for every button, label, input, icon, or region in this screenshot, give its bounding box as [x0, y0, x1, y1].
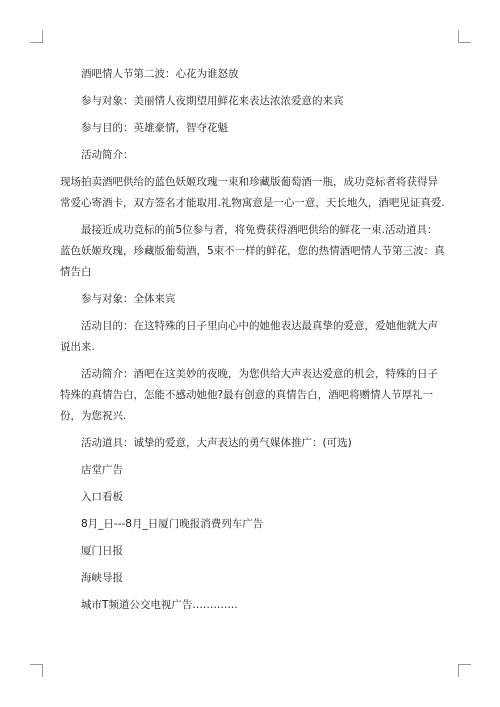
paragraph-top-five: 最接近成功竞标的前5位参与者，将免费获得酒吧供给的鲜花一束.活动道具：蓝色妖姬玫瑰，珍藏版葡萄酒，5束不一样的鲜花，您的热情酒吧情人节第三波：真情告白 — [60, 224, 445, 278]
promo-item: 城市T频道公交电视广告…………. — [81, 599, 238, 611]
crop-mark-top-left — [30, 30, 43, 43]
promo-item: 入口看板 — [81, 491, 123, 503]
crop-mark-bottom-right — [458, 664, 471, 677]
promo-item: 店堂广告 — [81, 464, 123, 476]
promo-item: 厦门日报 — [81, 545, 123, 557]
crop-mark-top-right — [458, 30, 471, 43]
props-line: 活动道具：诚挚的爱意，大声表达的勇气媒体推广：(可选) — [81, 437, 352, 449]
purpose-paragraph: 活动目的：在这特殊的日子里向心中的她他表达最真挚的爱意，爱她他就大声说出来. — [60, 320, 438, 353]
crop-mark-bottom-left — [30, 664, 43, 677]
participants-line-2: 参与对象：全体来宾 — [81, 293, 176, 305]
document-body — [60, 64, 446, 622]
promo-item: 8月_日---8月_日厦门晚报消费列车广告 — [81, 518, 264, 530]
purpose-line: 参与目的：英雄豪情，智夺花魁 — [81, 122, 228, 134]
intro-heading: 活动简介： — [81, 149, 134, 161]
section-title: 酒吧情人节第二波：心花为谁怒放 — [81, 68, 239, 80]
paragraph-auction: 现场拍卖酒吧供给的蓝色妖姬玫瑰一束和珍藏版葡萄酒一瓶，成功竞标者将获得异常爱心寄酒卡，双方签名才能取用.礼物寓意是一心一意，天长地久，酒吧见证真爱. — [60, 176, 445, 209]
participants-line: 参与对象：美丽情人夜期望用鲜花来表达浓浓爱意的来宾 — [81, 95, 344, 107]
intro-paragraph: 活动简介：酒吧在这美妙的夜晚，为您供给大声表达爱意的机会，特殊的日子特殊的真情告白，怎能不感动她他?最有创意的真情告白，酒吧将赠情人节厚礼一份，为您祝兴. — [60, 368, 438, 422]
promo-item: 海峡导报 — [81, 572, 123, 584]
